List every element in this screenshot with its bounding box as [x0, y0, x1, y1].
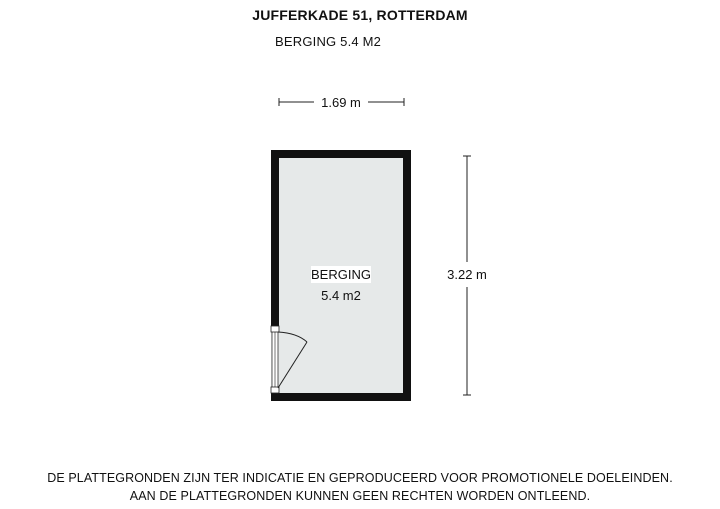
disclaimer-line-1: DE PLATTEGRONDEN ZIJN TER INDICATIE EN GEPRODUCEERD VOOR PROMOTIONELE DOELEINDEN. [47, 471, 673, 485]
disclaimer [0, 469, 720, 505]
width-dimension-label: 1.69 m [321, 95, 361, 110]
unit-area-subtitle: BERGING 5.4 M2 [275, 34, 382, 49]
door-jamb-top [271, 326, 279, 332]
address-title: JUFFERKADE 51, ROTTERDAM [252, 7, 468, 23]
height-dimension [447, 156, 487, 395]
room-area: 5.4 m2 [321, 288, 361, 303]
width-dimension [279, 95, 404, 110]
height-dimension-label: 3.22 m [447, 267, 487, 282]
room-name: BERGING [311, 267, 371, 282]
disclaimer-line-2: AAN DE PLATTEGRONDEN KUNNEN GEEN RECHTEN WORDEN ONTLEEND. [129, 489, 591, 503]
door-jamb-bottom [271, 387, 279, 393]
